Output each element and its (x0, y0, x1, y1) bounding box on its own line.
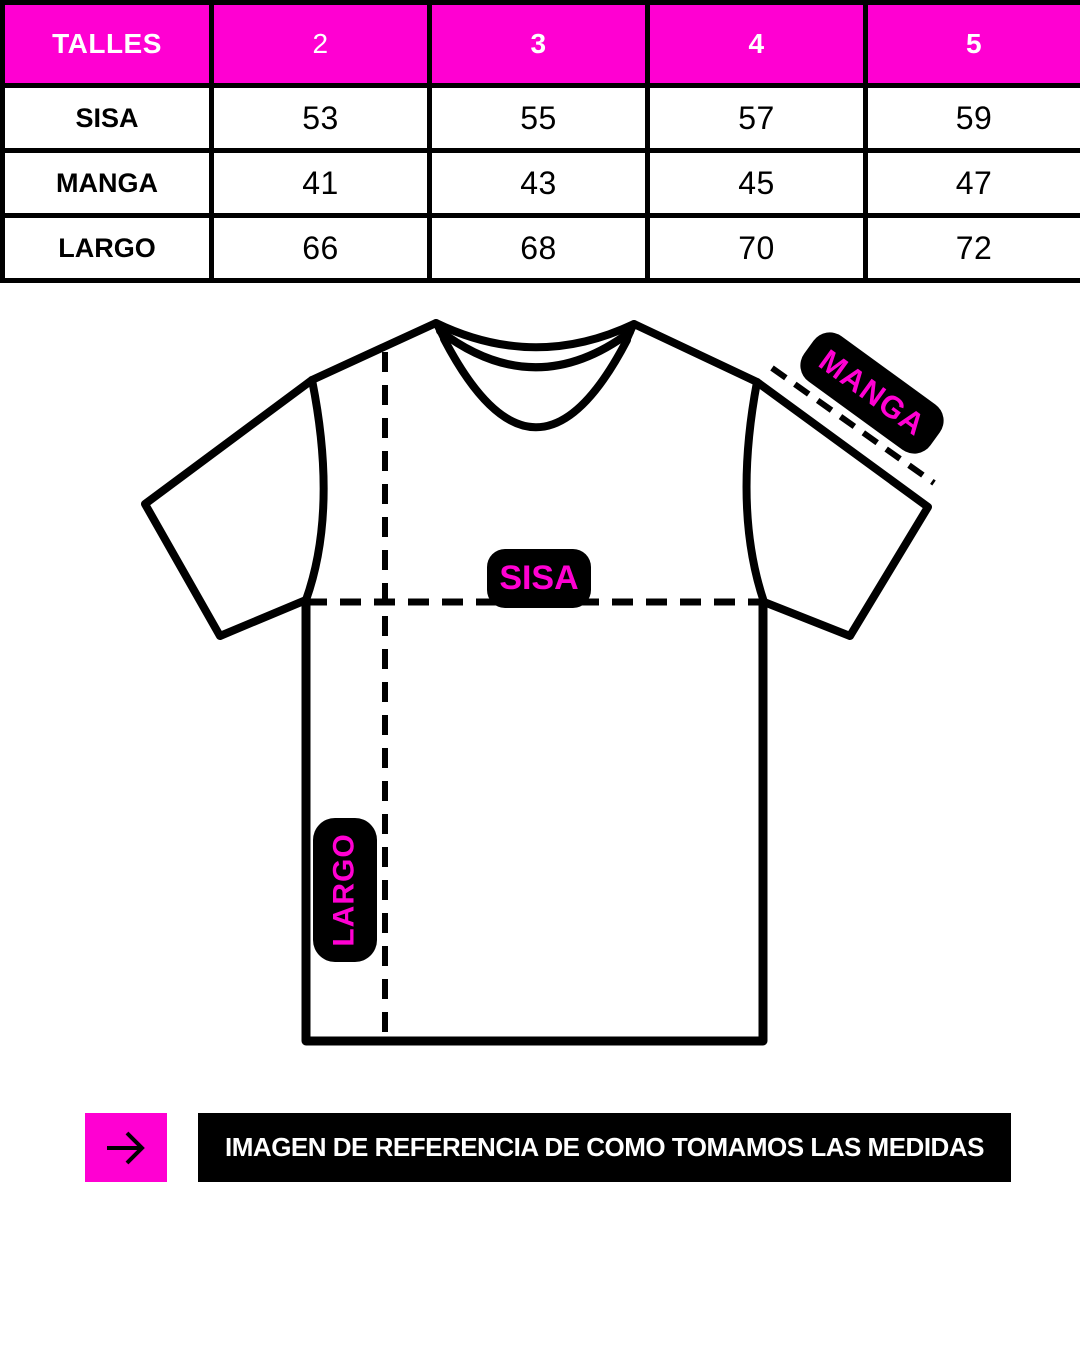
footer-arrow-box (85, 1113, 167, 1182)
size-table-header-talles: TALLES (3, 3, 212, 86)
largo-label-badge (313, 818, 377, 962)
cell-largo-2: 66 (212, 216, 430, 281)
cell-largo-4: 70 (648, 216, 866, 281)
sisa-label-text: SISA (499, 559, 579, 597)
size-table-header-size-3: 3 (430, 3, 648, 86)
cell-largo-3: 68 (430, 216, 648, 281)
cell-manga-5: 47 (866, 151, 1080, 216)
size-table-header-size-2: 2 (212, 3, 430, 86)
manga-label-text: MANGA (812, 342, 932, 443)
sisa-label-badge (487, 549, 591, 608)
largo-label-text: LARGO (328, 833, 362, 947)
cell-sisa-5: 59 (866, 86, 1080, 151)
cell-manga-3: 43 (430, 151, 648, 216)
row-label-largo: LARGO (3, 216, 212, 281)
cell-sisa-3: 55 (430, 86, 648, 151)
cell-manga-4: 45 (648, 151, 866, 216)
size-table-header-size-5: 5 (866, 3, 1080, 86)
row-label-manga: MANGA (3, 151, 212, 216)
cell-largo-5: 72 (866, 216, 1080, 281)
cell-sisa-2: 53 (212, 86, 430, 151)
footer-note-text: IMAGEN DE REFERENCIA DE COMO TOMAMOS LAS MEDIDAS (225, 1132, 984, 1162)
row-label-sisa: SISA (3, 86, 212, 151)
footer-note-bar (198, 1113, 1011, 1182)
cell-manga-2: 41 (212, 151, 430, 216)
size-table-header-size-4: 4 (648, 3, 866, 86)
arrow-right-icon (102, 1128, 150, 1168)
cell-sisa-4: 57 (648, 86, 866, 151)
